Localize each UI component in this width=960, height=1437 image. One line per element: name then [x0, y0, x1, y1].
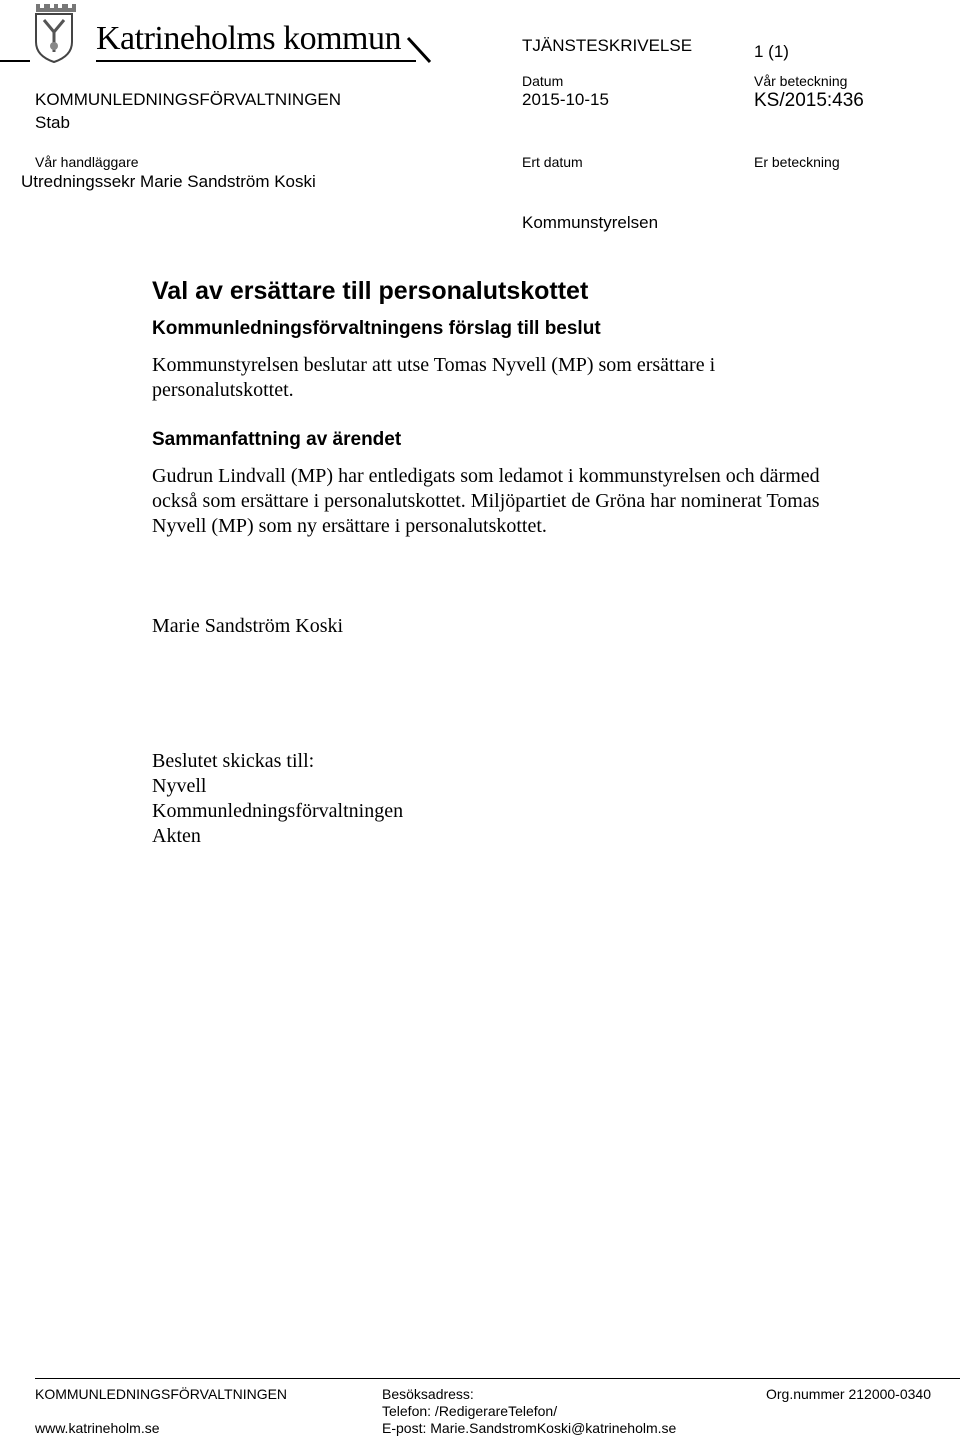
footer-phone: Telefon: /RedigerareTelefon/	[382, 1403, 558, 1419]
your-ref-label: Er beteckning	[754, 154, 840, 170]
distribution-item: Nyvell	[152, 775, 207, 797]
footer-department: KOMMUNLEDNINGSFÖRVALTNINGEN	[35, 1386, 288, 1402]
distribution-block	[152, 749, 403, 849]
date-label: Datum	[522, 73, 564, 89]
proposal-line: Kommunstyrelsen beslutar att utse Tomas Nyvell (MP) som ersättare i	[152, 354, 716, 376]
summary-line: också som ersättare i personalutskottet. Miljöpartiet de Gröna har nominerat Tomas	[152, 490, 820, 512]
footer-email-link[interactable]: E-post: Marie.SandstromKoski@katrineholm.se	[382, 1420, 677, 1436]
document-title: Val av ersättare till personalutskottet	[152, 277, 589, 305]
footer-rule	[35, 1378, 960, 1379]
page-number: 1 (1)	[754, 42, 789, 61]
doc-type: TJÄNSTESKRIVELSE	[522, 36, 693, 55]
proposal-heading: Kommunledningsförvaltningens förslag till beslut	[152, 318, 601, 339]
department: KOMMUNLEDNINGSFÖRVALTNINGEN	[35, 90, 342, 109]
header-rule-left	[0, 60, 30, 62]
date-value: 2015-10-15	[522, 90, 609, 109]
signature: Marie Sandström Koski	[152, 615, 344, 637]
header-slash	[406, 36, 436, 66]
unit: Stab	[35, 113, 70, 132]
proposal-text	[152, 353, 715, 403]
proposal-line: personalutskottet.	[152, 379, 294, 401]
handler-value: Utredningssekr Marie Sandström Koski	[21, 172, 316, 191]
summary-heading: Sammanfattning av ärendet	[152, 429, 402, 450]
summary-line: Nyvell (MP) som ny ersättare i personalutskottet.	[152, 515, 547, 537]
footer-org-number: Org.nummer 212000-0340	[766, 1386, 931, 1402]
our-ref-value: KS/2015:436	[754, 90, 864, 111]
recipient: Kommunstyrelsen	[522, 213, 659, 232]
your-date-label: Ert datum	[522, 154, 583, 170]
footer-visit-label: Besöksadress:	[382, 1386, 474, 1402]
distribution-item: Kommunledningsförvaltningen	[152, 800, 404, 822]
summary-line: Gudrun Lindvall (MP) har entledigats som ledamot i kommunstyrelsen och därmed	[152, 465, 820, 487]
coat-of-arms-logo	[32, 2, 76, 64]
distribution-item: Akten	[152, 825, 201, 847]
header-rule-mid	[96, 60, 416, 62]
footer-website-link[interactable]: www.katrineholm.se	[35, 1420, 160, 1436]
summary-text	[152, 464, 820, 539]
handler-label: Vår handläggare	[35, 154, 139, 170]
org-name: Katrineholms kommun	[96, 20, 401, 57]
our-ref-label: Vår beteckning	[754, 73, 848, 89]
distribution-label: Beslutet skickas till:	[152, 750, 315, 772]
